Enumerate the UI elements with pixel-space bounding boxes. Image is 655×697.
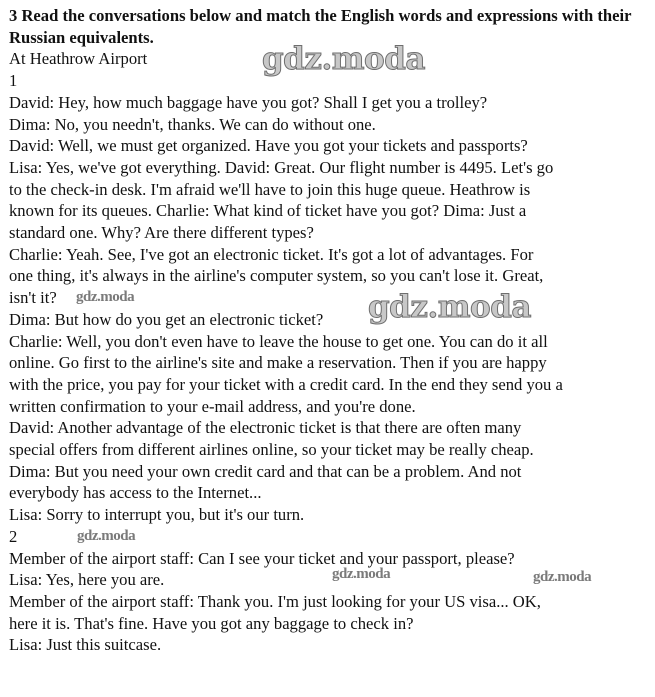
dialogue-line: Member of the airport staff: Thank you. I'm just looking for your US visa... OK, [9,591,541,611]
dialogue-line: Lisa: Sorry to interrupt you, but it's our turn. [9,505,305,525]
dialogue-line: David: Another advantage of the electronic ticket is that there are often many [9,418,522,438]
exercise-heading: 3 Read the conversations below and match the English words and expressions with their Russian equivalents. [9,6,632,47]
watermark-text: gdz.moda [533,569,592,585]
watermark-logo: gdz.moda [368,289,531,325]
dialogue-line: Dima: No, you needn't, thanks. We can do without one. [9,114,376,134]
watermark-logo: gdz.moda [262,41,425,77]
dialogue-line: known for its queues. Charlie: What kind of ticket have you got? Dima: Just a [9,201,527,221]
dialogue-line: Lisa: Yes, here you are. [9,570,165,590]
dialogue-line: Dima: But you need your own credit card and that can be a problem. And not [9,461,522,481]
dialogue-line: with the price, you pay for your ticket with a credit card. In the end they send you a [9,374,563,394]
dialogue-line: Dima: But how do you get an electronic ticket? [9,309,324,329]
conversation-text [9,48,649,656]
dialogue-line: Member of the airport staff: Can I see your ticket and your passport, please? [9,548,515,568]
dialogue-line: online. Go first to the airline's site and make a reservation. Then if you are happy [9,353,547,373]
conversation-number: 2 [9,526,18,546]
dialogue-line: standard one. Why? Are there different types? [9,223,314,243]
dialogue-line: to the check-in desk. I'm afraid we'll have to join this huge queue. Heathrow is [9,179,531,199]
dialogue-line: Lisa: Yes, we've got everything. David: Great. Our flight number is 4495. Let's go [9,157,554,177]
dialogue-line: Charlie: Well, you don't even have to leave the house to get one. You can do it all [9,331,548,351]
conversation-number: 1 [9,71,18,91]
watermark-text: gdz.moda [76,289,135,305]
dialogue-line: written confirmation to your e-mail address, and you're done. [9,396,416,416]
dialogue-line: Lisa: Just this suitcase. [9,635,162,655]
dialogue-line: everybody has access to the Internet... [9,483,262,503]
dialogue-line: Charlie: Yeah. See, I've got an electronic ticket. It's got a lot of advantages. For [9,244,534,264]
watermark-text: gdz.moda [332,566,391,582]
dialogue-line: special offers from different airlines online, so your ticket may be really cheap. [9,440,534,460]
scene-title: At Heathrow Airport [9,49,148,69]
dialogue-line: isn't it? [9,288,57,308]
dialogue-line: David: Well, we must get organized. Have you got your tickets and passports? [9,136,528,156]
dialogue-line: here it is. That's fine. Have you got any baggage to check in? [9,613,414,633]
watermark-text: gdz.moda [77,528,136,544]
textbook-page [9,5,649,656]
dialogue-line: one thing, it's always in the airline's computer system, so you can't lose it. Great, [9,266,544,286]
dialogue-line: David: Hey, how much baggage have you got? Shall I get you a trolley? [9,92,488,112]
